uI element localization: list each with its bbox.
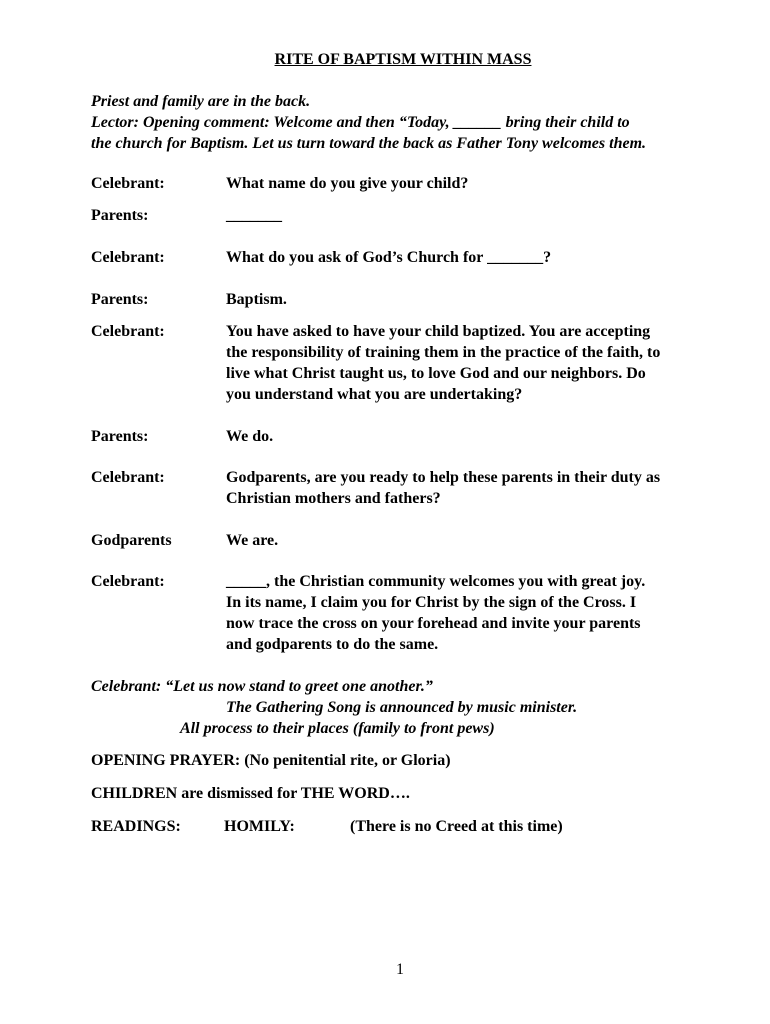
dialogue-text: We do.	[226, 428, 274, 445]
page-number: 1	[396, 961, 404, 978]
homily-label: HOMILY:	[224, 818, 295, 835]
opening-prayer: OPENING PRAYER: (No penitential rite, or Gloria)	[91, 752, 451, 769]
speaker-label: Celebrant:	[91, 175, 165, 192]
dialogue-text: and godparents to do the same.	[226, 636, 439, 653]
speaker-label: Celebrant:	[91, 469, 165, 486]
intro-line: Lector: Opening comment: Welcome and then “Today, ______ bring their child to	[91, 114, 630, 131]
intro-line: the church for Baptism. Let us turn toward the back as Father Tony welcomes them.	[91, 135, 647, 152]
speaker-label: Parents:	[91, 291, 149, 308]
dialogue-text: the responsibility of training them in the practice of the faith, to	[226, 344, 661, 361]
speaker-label: Parents:	[91, 207, 149, 224]
intro-instructions	[91, 91, 731, 154]
dialogue-text: _______	[226, 207, 282, 224]
dialogue-text: What name do you give your child?	[226, 175, 469, 192]
dialogue-text: Godparents, are you ready to help these parents in their duty as	[226, 469, 661, 486]
dialogue-text: We are.	[226, 532, 279, 549]
closing-line: Celebrant: “Let us now stand to greet one another.”	[91, 678, 433, 695]
dialogue-text: you understand what you are undertaking?	[226, 386, 523, 403]
dialogue-text: _____, the Christian community welcomes you with great joy.	[226, 573, 646, 590]
speaker-label: Parents:	[91, 428, 149, 445]
creed-note: (There is no Creed at this time)	[350, 818, 563, 835]
closing-line: All process to their places (family to front pews)	[180, 720, 495, 737]
closing-line: The Gathering Song is announced by music minister.	[226, 699, 578, 716]
dialogue-text: now trace the cross on your forehead and invite your parents	[226, 615, 641, 632]
speaker-label: Godparents	[91, 532, 172, 549]
readings-label: READINGS:	[91, 818, 181, 835]
speaker-label: Celebrant:	[91, 323, 165, 340]
page-title: RITE OF BAPTISM WITHIN MASS	[274, 51, 532, 68]
dialogue-text: Baptism.	[226, 291, 287, 308]
dialogue-text: You have asked to have your child baptized. You are accepting	[226, 323, 651, 340]
dialogue-text: In its name, I claim you for Christ by the sign of the Cross. I	[226, 594, 637, 611]
dialogue-text: Christian mothers and fathers?	[226, 490, 441, 507]
speaker-label: Celebrant:	[91, 573, 165, 590]
dialogue-text: What do you ask of God’s Church for _______?	[226, 249, 552, 266]
closing-instructions	[91, 676, 731, 739]
dialogue-text: live what Christ taught us, to love God and our neighbors. Do	[226, 365, 646, 382]
children-dismissal: CHILDREN are dismissed for THE WORD….	[91, 785, 410, 802]
speaker-label: Celebrant:	[91, 249, 165, 266]
intro-line: Priest and family are in the back.	[91, 93, 311, 110]
